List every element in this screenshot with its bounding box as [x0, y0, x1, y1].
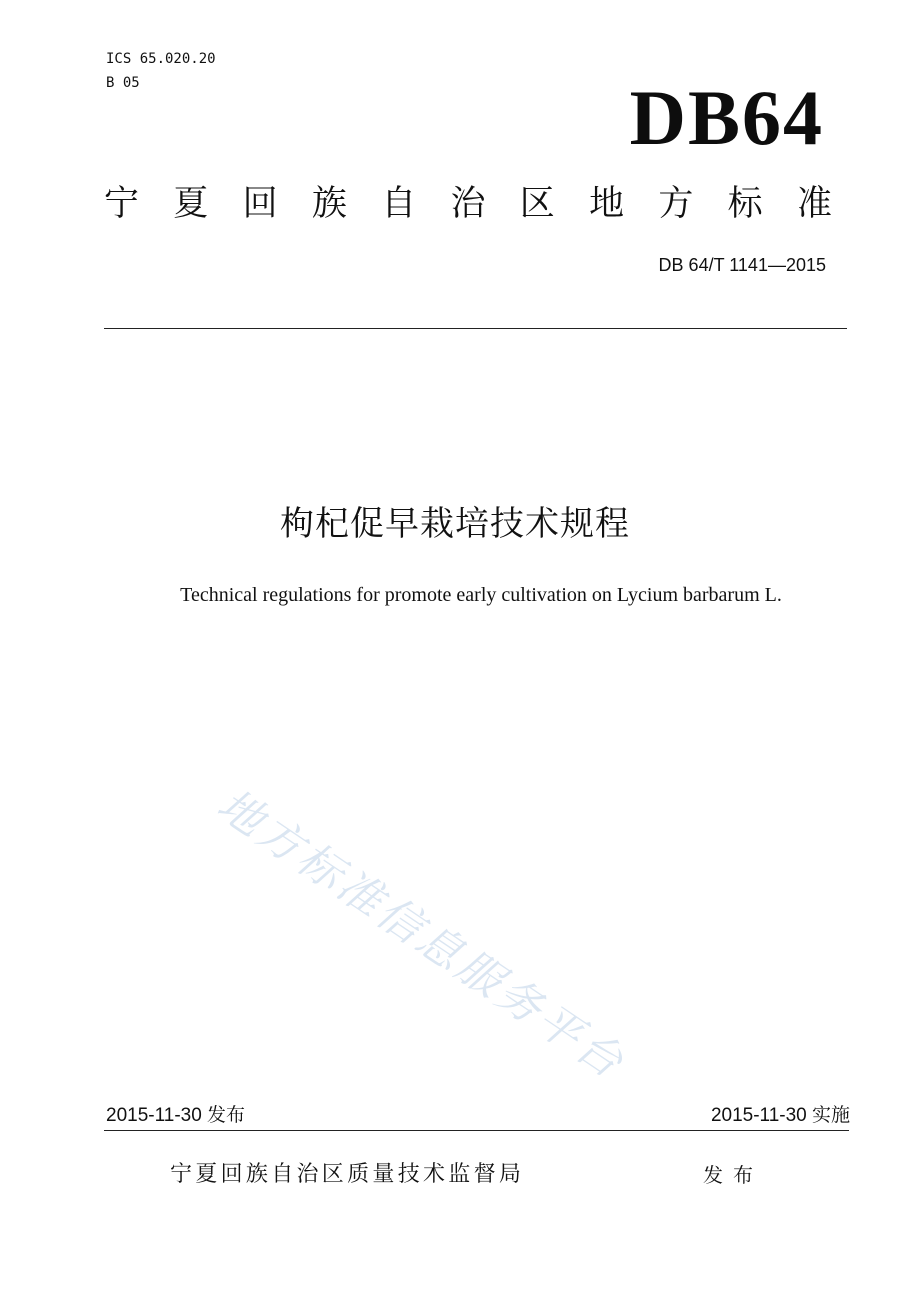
standard-type-char: 区	[519, 184, 555, 224]
implementation-date: 2015-11-30 实施	[710, 1105, 850, 1126]
standard-type-char: 宁	[104, 184, 140, 224]
standard-number: DB 64/T 1141—2015	[658, 255, 826, 275]
footer-divider	[104, 1130, 849, 1131]
standard-type-char: 回	[242, 184, 278, 224]
header-divider	[104, 328, 847, 329]
title-chinese: 枸杞促早栽培技术规程	[280, 504, 630, 544]
title-english: Technical regulations for promote early cultivation on Lycium barbarum L.	[180, 584, 782, 606]
standard-type-char: 治	[450, 184, 486, 224]
clc-code: B 05	[106, 75, 140, 91]
db-mark-logo: DB64	[629, 74, 824, 161]
standard-type-char: 准	[796, 184, 832, 224]
watermark-text: 地方标准信息服务平台	[208, 779, 635, 1090]
standard-type-char: 标	[727, 184, 763, 224]
standard-type-heading	[104, 180, 832, 228]
ics-code: ICS 65.020.20	[106, 51, 216, 67]
standard-type-char: 夏	[173, 184, 209, 224]
issue-date: 2015-11-30 发布	[106, 1105, 246, 1126]
standard-type-char: 地	[589, 184, 625, 224]
release-label: 发布	[703, 1163, 763, 1187]
standard-type-char: 方	[658, 184, 694, 224]
standard-type-char: 族	[311, 184, 347, 224]
issuing-authority: 宁夏回族自治区质量技术监督局	[170, 1162, 525, 1187]
standard-type-char: 自	[381, 184, 417, 224]
